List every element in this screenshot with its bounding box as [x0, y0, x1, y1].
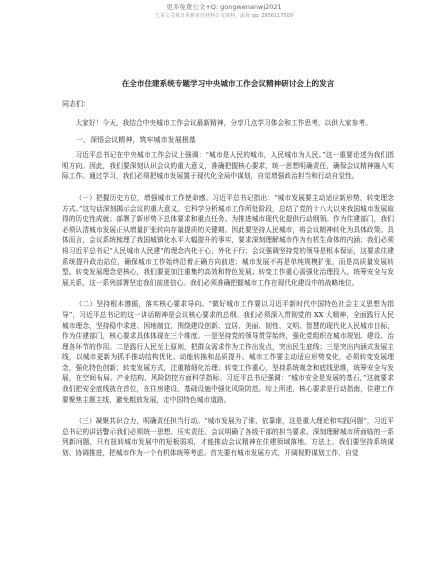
paragraph-2: （一）把握历史方位，增强城市工作使命感。习近平总书记指出：“城市发展要主动适应新形势，转变理念方式。”这句话深刻揭示会议的重大意义。它科学分析城市工作所处阶段，总结了党的十八大以来我国城市发展取得的历史性成就；部署了新形势下总体要求和重点任务。为推进城市现代化提供行动纲领。作为住建部门，我们必须认清城市发展正从增量扩张转向存量提质的关键期。因此要坚持人民城市，将会议精神转化为具体政策。具体而言，会议系统梳理了我国城镇化水平大幅提升的事实，要求深刻理解城市作为有机生命体的内涵；我们必须将习近平总书记“人民城市人民建”的理念内化于心，外化于行；会议强调坚持党的领导是根本保证，这要求住建系统提升政治站位，确保城市工作始终沿着正确方向前进；城市发展不再是单纯规模扩张，而是高质量发展转型。转变发展理念是核心，我们要更加注重集约高效和特色发展；转变工作重心需强化治理投入。统筹安全与发展关系，这一系列部署坚定我们前进信心。我们必须准确把握城市工作在现代化建设中的战略地位。	[62, 193, 394, 287]
paragraph-3: （二）坚持根本遵循，落实核心要求导向。“做好城市工作要以习近平新时代中国特色社会主义思想为指导”，习近平总书记的这一讲话精神是会议核心要求的总纲。我们必须深入贯彻党的 XX 大精神，全面践行人民城市理念，坚持稳中求进、因地制宜，围绕建设创新、宜居、美丽、韧性、文明、智慧的现代化人民城市目标，作为住建部门，核心要求具体体现在三个维度。一是坚持党的领导贯穿始终，强化党组织在城市规划、建设、治理各环节的作用。二是践行人民至上原则，把群众需求作为工作出发点，突出民生底线；三是突出内涵式发展主线，以城市更新为抓手推动结构优化、动能转换和品质提升。城市工作要主动适应形势变化，必须转变发展理念，强化特色创新；转变发展方式，注重精细化治理；转变工作重心，坚持系统观念和底线思维，统筹安全与发展，在空间布局、产业结构、风险防控方面科学指标。习近平总书记强调：“城市安全是发展的基石，”这就要求我们把安全底线放在首位，在住房建设、基础设施中强化风险防范。综上所述，核心要求是行动指南，住建工作要聚焦主题主线，避免粗放发展，走中国特色城市道路。	[62, 300, 394, 404]
intro-paragraph: 大家好！今天，我结合中央城市工作会议最新精神，分享几点学习体会和工作思考，以供大家参考。	[75, 119, 372, 127]
section-heading-1: 一、深悟会议精神，筑牢城市发展根基	[76, 135, 196, 144]
paragraph-4: （三）凝聚共识合力，明确责任担当行动。“城市发展为了谁、依靠谁，这是重大理论和实践问题”，习近平总书记的讲话警示我们必须统一思想、压实责任。会议明确了各级干部的担当要求。深刻理解城市所面临的一系列新问题，只有扭转城市发展中的短板弱项，才能推动会议精神在住建领域落地。方法上，我们要坚持系统谋划、协调推进，把城市作为一个有机体统筹考虑。首先要有城市发展方式，开阔视野谋划工作，自觉	[62, 417, 394, 458]
paragraph-1: 习近平总书记在中央城市工作会议上强调：“城市是人民的城市，人民城市为人民。”这一重要论述为我们指明方向。因此，我们要深刻认识会议的重大意义，准确把握核心要求，统一思想明确责任，确保会议精神融入实际工作。通过学习，我们必须把城市发展置于现代化全局中谋划，自觉增强政治担当和行动自觉性。	[62, 151, 394, 181]
document-body	[62, 78, 394, 459]
document-header	[0, 0, 448, 36]
header-contact-line: 更多免费公文+Q: gongwenanwj2021	[166, 3, 282, 11]
header-update-line: 七哥公文每日更新单位材料公文资料，添加 qq: 2956117509	[154, 13, 294, 19]
document-title: 在全市住建系统专题学习中央城市工作会议精神研讨会上的发言	[121, 79, 335, 88]
salutation: 同志们：	[62, 100, 90, 108]
